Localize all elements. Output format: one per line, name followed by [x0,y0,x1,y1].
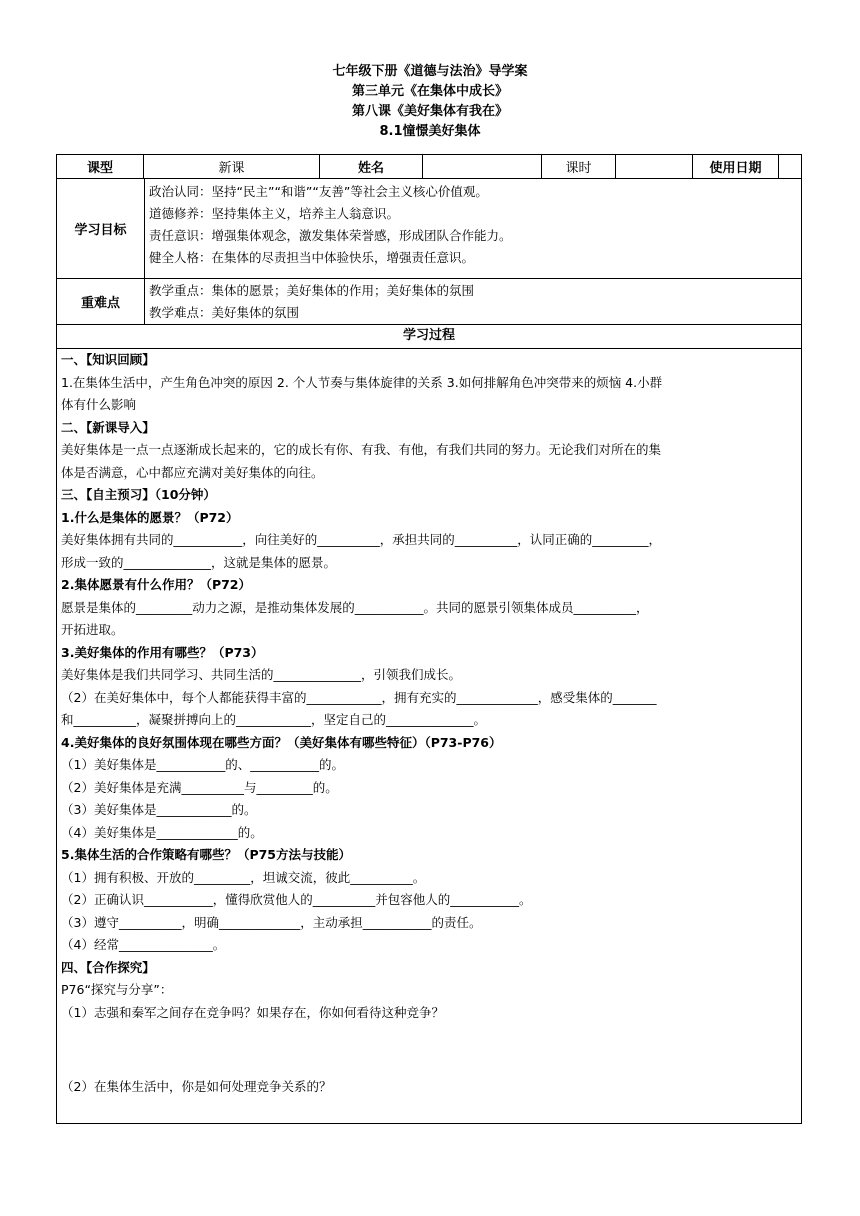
process-title-row [57,325,801,349]
fill-blank-line: （1）美好集体是___________的、___________的。 [61,757,344,772]
goals-row [57,179,801,279]
difficult-point: 教学难点：美好集体的氛围 [149,305,300,320]
study-guide-table [56,154,802,1124]
date-label: 使用日期 [693,155,779,178]
date-value[interactable] [779,155,801,178]
fill-blank-line: 形成一致的______________，这就是集体的愿景。 [61,554,337,570]
period-value[interactable] [616,155,693,178]
fill-blank-line: 开拓进取。 [61,622,124,637]
key-points-body [144,279,801,324]
question-2: 2.集体愿景有什么作用？（P72） [61,577,252,592]
explore-intro: P76“探究与分享”： [61,982,173,997]
goal-personality: 健全人格：在集体的尽责担当中体验快乐，增强责任意识。 [149,250,475,265]
fill-blank-line: （4）美好集体是_____________的。 [61,824,263,840]
goals-body [144,179,801,278]
fill-blank-line: 美好集体是我们共同学习、共同生活的______________，引领我们成长。 [61,667,462,682]
question-5: 5.集体生活的合作策略有哪些？（P75方法与技能） [61,847,352,862]
title-lesson: 第八课《美好集体有我在》 [351,104,508,119]
fill-blank-line: （3）遵守__________，明确_____________，主动承担___________的责任。 [61,914,482,930]
answer-space[interactable] [61,1024,797,1054]
key-points-row [57,279,801,325]
document-titles [0,62,860,142]
goal-moral: 道德修养：坚持集体主义，培养主人翁意识。 [149,206,400,221]
fill-blank-line: （2）在美好集体中，每个人都能获得丰富的____________，拥有充实的_____________，感受集体的_______ [61,689,657,705]
fill-blank-line: （1）拥有积极、开放的_________，坦诚交流，彼此__________。 [61,869,426,885]
fill-blank-line: （2）正确认识___________，懂得欣赏他人的__________并包容他人的___________。 [61,892,532,907]
section-intro-title: 二、【新课导入】 [61,419,155,435]
type-label: 课型 [57,155,144,178]
review-line: 1.在集体生活中，产生角色冲突的原因 2. 个人节奏与集体旋律的关系 3.如何排解角色冲突带来的烦恼 4.小群 [61,374,663,390]
fill-blank-line: 美好集体拥有共同的___________，向往美好的__________，承担共同的__________，认同正确的_________， [61,532,662,547]
intro-line: 体是否满意，心中都应充满对美好集体的向往。 [61,464,324,480]
fill-blank-line: （3）美好集体是____________的。 [61,802,257,817]
answer-space[interactable] [61,1054,797,1076]
type-value: 新课 [144,155,320,178]
goals-label: 学习目标 [57,179,145,278]
key-points-label: 重难点 [57,279,145,324]
review-line: 体有什么影响 [61,397,137,412]
intro-line: 美好集体是一点一点逐渐成长起来的，它的成长有你、有我、有他，有我们共同的努力。无论我们对所在的集 [61,442,662,457]
fill-blank-line: 愿景是集体的_________动力之源，是推动集体发展的___________。共同的愿景引领集体成员__________， [61,599,649,615]
goal-responsibility: 责任意识：增强集体观念，激发集体荣誉感，形成团队合作能力。 [149,228,512,243]
title-grade: 七年级下册《道德与法治》导学案 [332,64,528,79]
period-label: 课时 [542,155,616,178]
learning-process [57,349,801,1099]
name-label: 姓名 [320,155,423,178]
title-section: 8.1憧憬美好集体 [379,124,481,139]
fill-blank-line: 和__________，凝聚拼搏向上的____________，坚定自己的______________。 [61,712,487,727]
section-preview-title: 三、【自主预习】（10分钟） [61,487,216,502]
explore-question-1: （1）志强和秦军之间存在竞争吗？如果存在，你如何看待这种竞争？ [61,1004,444,1020]
section-explore-title: 四、【合作探究】 [61,959,155,975]
fill-blank-line: （2）美好集体是充满__________与_________的。 [61,779,338,795]
question-4: 4.美好集体的良好氛围体现在哪些方面？（美好集体有哪些特征）（P73-P76） [61,734,502,750]
section-review-title: 一、【知识回顾】 [61,352,155,367]
key-point: 教学重点：集体的愿景；美好集体的作用；美好集体的氛围 [149,283,475,298]
fill-blank-line: （4）经常_______________。 [61,937,226,952]
goal-political: 政治认同：坚持“民主”“和谐”“友善”等社会主义核心价值观。 [149,184,488,199]
header-row [57,155,801,179]
explore-question-2: （2）在集体生活中，你是如何处理竞争关系的？ [61,1079,332,1094]
question-1: 1.什么是集体的愿景？（P72） [61,509,239,525]
question-3: 3.美好集体的作用有哪些？（P73） [61,644,264,660]
process-title: 学习过程 [402,328,455,343]
name-value[interactable] [423,155,542,178]
title-unit: 第三单元《在集体中成长》 [351,84,508,99]
